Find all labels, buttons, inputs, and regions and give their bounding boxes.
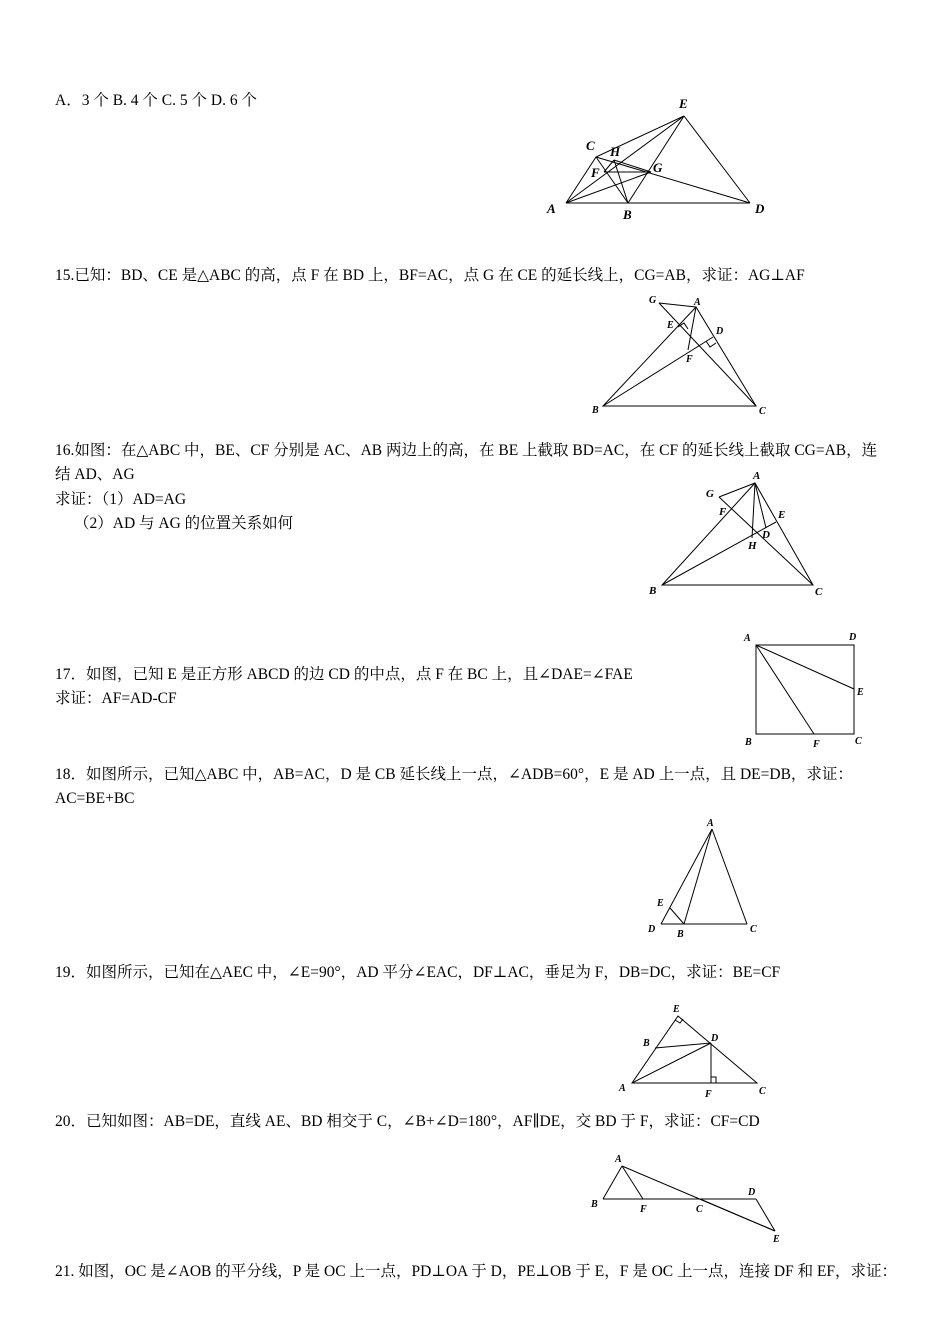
fig20-line-ce — [700, 1199, 775, 1231]
fig20-label-f: F — [640, 1204, 647, 1215]
fig16-label-f: F — [719, 506, 727, 518]
fig20-line-de — [756, 1199, 775, 1231]
fig18-label-a: A — [707, 818, 714, 829]
fig20-label-a: A — [615, 1154, 622, 1165]
fig20-label-e: E — [773, 1234, 780, 1245]
fig17-label-a: A — [744, 633, 751, 644]
fig17-label-c: C — [855, 736, 862, 747]
fig15-label-b: B — [592, 405, 599, 416]
fig18-label-e: E — [657, 898, 664, 909]
answer-options: A．3 个 B. 4 个 C. 5 个 D. 6 个 — [55, 92, 257, 109]
problem-16-prove-2: （2）AD 与 AG 的位置关系如何 — [74, 515, 294, 532]
fig14-label-g: G — [653, 160, 663, 175]
fig14-label-f: F — [591, 165, 600, 180]
fig19-label-e: E — [673, 1004, 680, 1015]
fig16-label-b: B — [649, 585, 657, 597]
fig15-label-c: C — [759, 406, 766, 417]
fig16-label-h: H — [748, 540, 757, 552]
fig17-label-b: B — [745, 737, 752, 748]
problem-19-statement: 19．如图所示，已知在△AEC 中，∠E=90°，AD 平分∠EAC，DF⊥AC，垂足为 F，DB=DC，求证：BE=CF — [55, 964, 781, 981]
fig19-label-f: F — [705, 1089, 712, 1100]
fig19-label-c: C — [759, 1086, 766, 1097]
problem-18-statement-line-1: 18．如图所示，已知△ABC 中，AB=AC，D 是 CB 延长线上一点，∠ADB=60°，E 是 AD 上一点，且 DE=DB，求证： — [55, 766, 853, 783]
problem-17-statement: 17．如图，已知 E 是正方形 ABCD 的边 CD 的中点，点 F 在 BC 上，且∠DAE=∠FAE — [55, 666, 633, 683]
fig19-label-d: D — [711, 1033, 719, 1044]
fig15-label-f: F — [686, 354, 693, 365]
fig18-label-d: D — [648, 924, 656, 935]
fig16-label-d: D — [762, 529, 770, 541]
fig14-label-e: E — [679, 96, 688, 111]
fig18-label-b: B — [677, 929, 684, 940]
fig16-label-g: G — [706, 488, 714, 500]
fig16-label-c: C — [815, 586, 823, 598]
fig20-label-b: B — [591, 1199, 598, 1210]
fig20-label-c: C — [696, 1204, 703, 1215]
fig17-label-d: D — [849, 632, 857, 643]
fig17-label-e: E — [857, 687, 864, 698]
fig15-label-e: E — [667, 320, 674, 331]
fig14-label-d: D — [755, 201, 765, 216]
fig14-label-h: H — [610, 144, 621, 159]
fig17-label-f: F — [813, 739, 820, 750]
fig16-label-a: A — [753, 470, 761, 482]
fig15-label-d: D — [716, 326, 724, 337]
problem-16-statement-line-1: 16.如图：在△ABC 中，BE、CF 分别是 AC、AB 两边上的高，在 BE 上截取 BD=AC，在 CF 的延长线上截取 CG=AB，连 — [55, 442, 878, 459]
problem-15-statement: 15.已知：BD、CE 是△ABC 的高，点 F 在 BD 上，BF=AC，点 G 在 CE 的延长线上，CG=AB，求证：AG⊥AF — [55, 267, 805, 284]
fig16-label-e: E — [778, 509, 786, 521]
problem-17-prove: 求证：AF=AD-CF — [55, 690, 177, 707]
fig20-label-d: D — [748, 1187, 756, 1198]
problem-21-statement: 21. 如图，OC 是∠AOB 的平分线，P 是 OC 上一点，PD⊥OA 于 D，PE⊥OB 于 E，F 是 OC 上一点，连接 DF 和 EF，求证： — [55, 1263, 898, 1280]
fig15-label-a: A — [694, 297, 701, 308]
problem-16-prove-1: 求证：（1）AD=AG — [55, 491, 187, 508]
problem-20-statement: 20．已知如图：AB=DE，直线 AE、BD 相交于 C，∠B+∠D=180°，AF∥DE，交 BD 于 F，求证：CF=CD — [55, 1113, 760, 1130]
fig14-label-c: C — [586, 138, 595, 153]
fig19-label-b: B — [643, 1038, 650, 1049]
fig15-label-g: G — [649, 295, 657, 306]
problem-18-statement-line-2: AC=BE+BC — [55, 790, 135, 807]
fig14-label-b: B — [623, 207, 632, 222]
fig18-label-c: C — [750, 924, 757, 935]
fig20-line-ab — [603, 1166, 622, 1199]
fig14-label-a: A — [547, 201, 556, 216]
fig19-label-a: A — [619, 1083, 626, 1094]
problem-16-statement-line-2: 结 AD、AG — [55, 466, 135, 483]
